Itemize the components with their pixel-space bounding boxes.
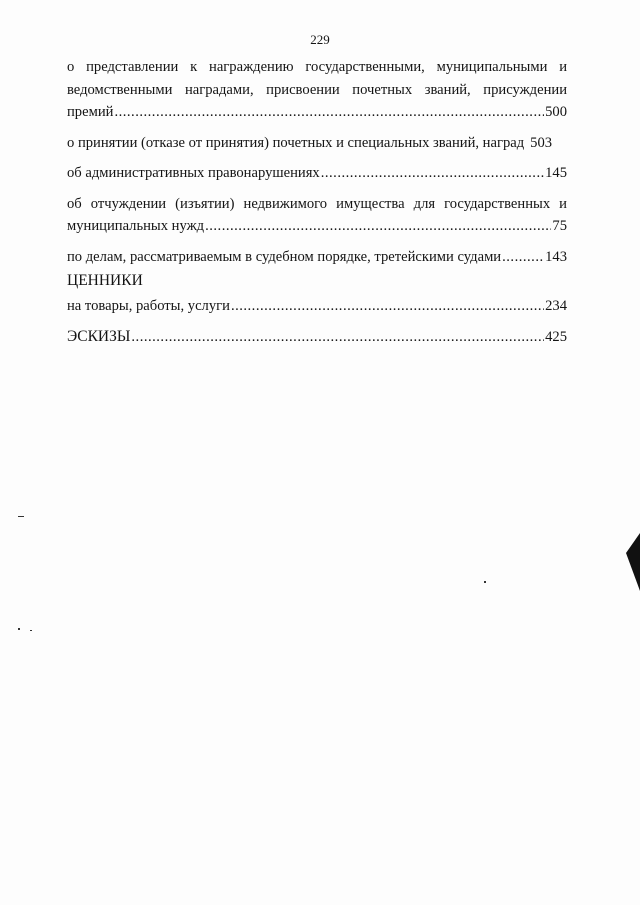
index-entry-court <box>67 246 567 269</box>
entry-last-line <box>67 162 567 185</box>
leader-dots <box>205 215 551 238</box>
index-entry-goods <box>67 295 567 318</box>
page-reference: 425 <box>545 328 567 345</box>
leader-dots <box>231 295 544 318</box>
entry-last-line <box>67 215 567 238</box>
entry-last-line <box>67 246 567 269</box>
page-reference: 143 <box>545 248 567 265</box>
index-entry-violations <box>67 162 567 185</box>
entry-text: премий <box>67 104 114 120</box>
entry-text: на товары, работы, услуги <box>67 298 230 314</box>
entry-text: о принятии (отказе от принятия) почетных и специальных званий, наград <box>67 134 525 151</box>
entry-line: об отчуждении (изъятии) недвижимого имущества для государственных и <box>67 195 567 212</box>
entry-last-line <box>67 101 567 124</box>
index-content <box>67 56 567 348</box>
entry-line: ведомственными наградами, присвоении почетных званий, присуждении <box>67 81 567 98</box>
page-reference: 234 <box>545 298 567 314</box>
page-reference: 75 <box>552 218 567 234</box>
index-entry-awards <box>67 56 567 124</box>
index-entry-sketches <box>67 326 567 349</box>
section-heading-price-tags: ЦЕННИКИ <box>67 272 143 289</box>
index-entry-titles <box>67 132 567 155</box>
leader-dots <box>114 101 544 124</box>
entry-text: об административных правонарушениях <box>67 165 320 181</box>
section-heading-sketches: ЭСКИЗЫ <box>67 327 131 345</box>
scan-speck <box>484 581 486 583</box>
index-entry-property <box>67 193 567 238</box>
page-reference: 500 <box>545 104 567 120</box>
page-reference: 145 <box>545 165 567 181</box>
entry-last-line <box>67 132 567 155</box>
entry-last-line <box>67 295 567 318</box>
leader-dots <box>321 162 544 185</box>
entry-text: по делам, рассматриваемым в судебном порядке, третейскими судами <box>67 248 502 265</box>
leader-dots <box>502 246 544 269</box>
page-number: 229 <box>310 32 330 47</box>
entry-line: о представлении к награждению государственными, муниципальными и <box>67 59 567 75</box>
scan-speck <box>18 516 24 517</box>
page-reference: 503 <box>530 134 553 151</box>
scan-speck <box>30 630 32 631</box>
entry-text: муниципальных нужд <box>67 218 205 234</box>
entry-last-line <box>67 326 567 349</box>
scan-speck <box>18 628 20 630</box>
scan-edge-mark <box>626 533 640 591</box>
leader-dots <box>131 326 544 349</box>
